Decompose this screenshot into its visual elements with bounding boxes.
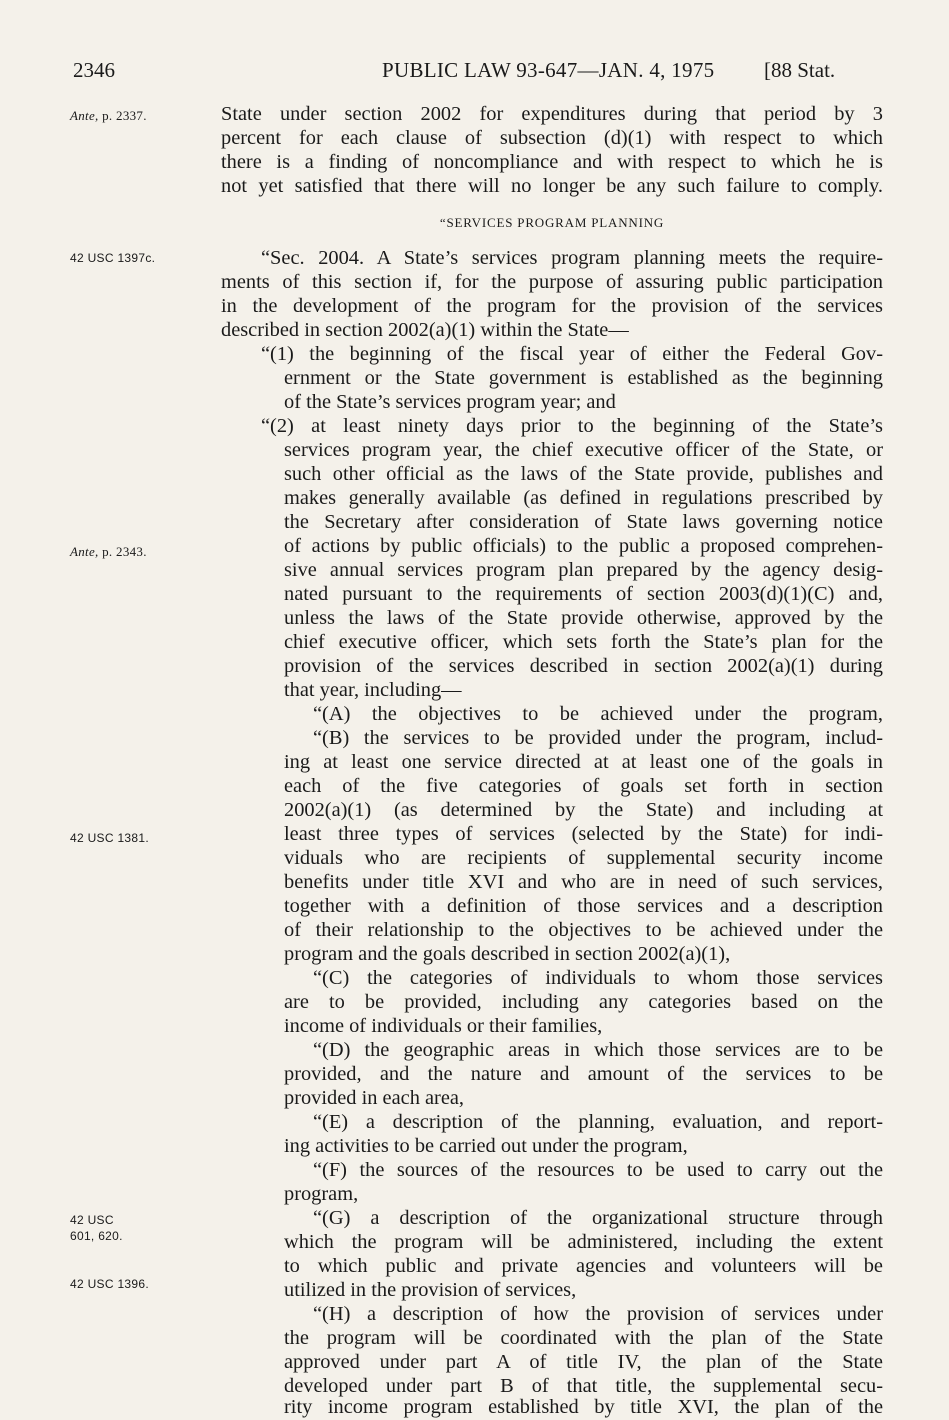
header-title: PUBLIC LAW 93-647—JAN. 4, 1975: [382, 58, 715, 82]
text-line: ing activities to be carried out under the program,: [284, 1135, 688, 1157]
text-line: “(A) the objectives to be achieved under the program,: [313, 703, 883, 725]
margin-note-usc-1397c: 42 USC 1397c.: [70, 251, 156, 265]
text-line: unless the laws of the State provide otherwise, approved by the: [284, 607, 883, 629]
text-line: “(C) the categories of individuals to whom those services: [313, 967, 883, 989]
text-line: developed under part B of that title, the supplemental secu-: [284, 1375, 883, 1397]
header-stat-citation: [88 Stat.: [764, 58, 836, 82]
text-line: program,: [284, 1183, 359, 1205]
text-line: “(G) a description of the organizational structure through: [313, 1207, 883, 1229]
text-line: such other official as the laws of the State provide, publishes and: [284, 463, 883, 485]
text-line: of their relationship to the objectives to be achieved under the: [284, 919, 883, 941]
margin-note-ante-2337: Ante, p. 2337.: [70, 108, 147, 123]
text-line: least three types of services (selected by the State) for indi-: [284, 823, 883, 845]
running-header: [0, 58, 949, 88]
text-line: to which public and private agencies and volunteers will be: [284, 1255, 883, 1277]
margin-note-usc-601: 42 USC 601, 620.: [70, 1213, 123, 1243]
text-line: “(D) the geographic areas in which those services are to be: [313, 1039, 883, 1061]
text-line: 2002(a)(1) (as determined by the State) and including at: [284, 799, 883, 821]
text-line: of actions by public officials) to the public a proposed comprehen-: [284, 535, 883, 557]
text-line: percent for each clause of subsection (d)(1) with respect to which: [221, 127, 883, 149]
section-heading: “SERVICES PROGRAM PLANNING: [439, 215, 665, 230]
margin-note-usc-1381: 42 USC 1381.: [70, 831, 149, 845]
text-line: there is a finding of noncompliance and with respect to which he is: [221, 151, 883, 173]
text-line: provided, and the nature and amount of the services to be: [284, 1063, 883, 1085]
text-line: that year, including—: [284, 679, 462, 701]
text-line: “(F) the sources of the resources to be used to carry out the: [313, 1159, 883, 1181]
text-line: State under section 2002 for expenditures during that period by 3: [221, 103, 883, 125]
text-line: provided in each area,: [284, 1087, 465, 1109]
text-line: “(H) a description of how the provision of services under: [313, 1303, 883, 1325]
text-line: approved under part A of title IV, the plan of the State: [284, 1351, 883, 1373]
text-line: ing at least one service directed at at least one of the goals in: [284, 751, 883, 773]
text-line: the Secretary after consideration of State laws governing notice: [284, 511, 883, 533]
text-line: sive annual services program plan prepared by the agency desig-: [284, 559, 883, 581]
text-line: program and the goals described in section 2002(a)(1),: [284, 943, 731, 965]
text-line: “(B) the services to be provided under the program, includ-: [313, 727, 883, 749]
margin-note-usc-1396: 42 USC 1396.: [70, 1277, 149, 1291]
text-line: described in section 2002(a)(1) within the State—: [221, 319, 629, 341]
text-line: viduals who are recipients of supplemental security income: [284, 847, 883, 869]
page-number: 2346: [73, 58, 115, 82]
text-line: nated pursuant to the requirements of section 2003(d)(1)(C) and,: [284, 583, 883, 605]
text-line: rity income program established by title XVI, the plan of the: [284, 1396, 883, 1418]
text-line: “(2) at least ninety days prior to the beginning of the State’s: [261, 415, 883, 437]
text-line: makes generally available (as defined in regulations prescribed by: [284, 487, 883, 509]
text-line: are to be provided, including any categories based on the: [284, 991, 883, 1013]
text-line: in the development of the program for the provision of the services: [221, 295, 883, 317]
margin-note-ante-2343: Ante, p. 2343.: [70, 544, 147, 559]
text-line: together with a definition of those services and a description: [284, 895, 883, 917]
text-line: of the State’s services program year; and: [284, 391, 616, 413]
text-line: “(E) a description of the planning, evaluation, and report-: [313, 1111, 883, 1133]
text-line: “Sec. 2004. A State’s services program planning meets the require-: [261, 247, 883, 269]
text-line: benefits under title XVI and who are in need of such services,: [284, 871, 883, 893]
text-line: services program year, the chief executive officer of the State, or: [284, 439, 883, 461]
text-line: provision of the services described in section 2002(a)(1) during: [284, 655, 883, 677]
text-line: “(1) the beginning of the fiscal year of either the Federal Gov-: [261, 343, 883, 365]
text-line: chief executive officer, which sets forth the State’s plan for the: [284, 631, 883, 653]
text-line: ernment or the State government is established as the beginning: [284, 367, 883, 389]
text-line: utilized in the provision of services,: [284, 1279, 577, 1301]
text-line: each of the five categories of goals set forth in section: [284, 775, 883, 797]
text-line: ments of this section if, for the purpose of assuring public participation: [221, 271, 883, 293]
text-line: which the program will be administered, including the extent: [284, 1231, 883, 1253]
text-line: income of individuals or their families,: [284, 1015, 603, 1037]
text-line: the program will be coordinated with the plan of the State: [284, 1327, 883, 1349]
text-line: not yet satisfied that there will no longer be any such failure to comply.: [221, 175, 883, 197]
